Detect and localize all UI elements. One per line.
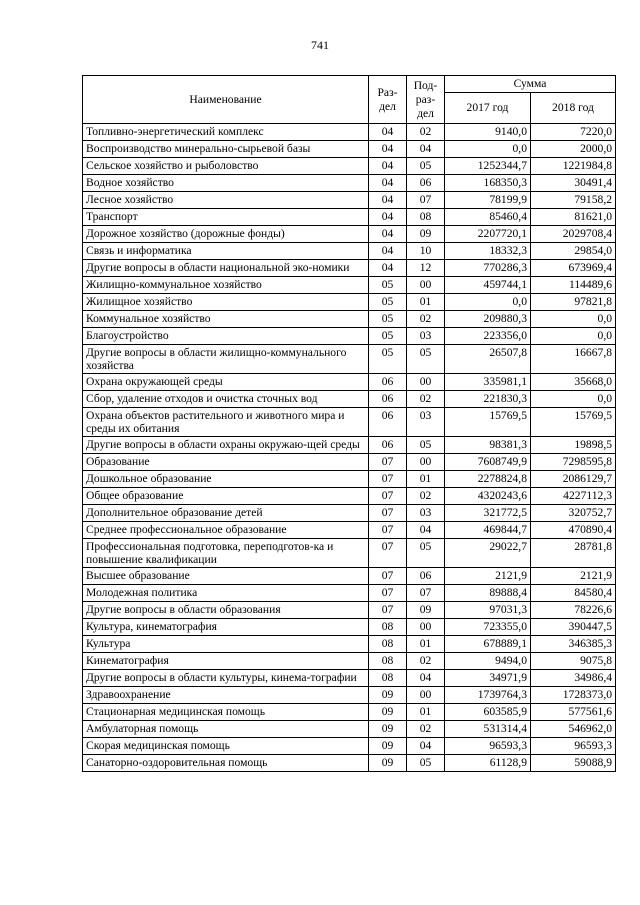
- row-name: Топливно-энергетический комплекс: [83, 124, 369, 141]
- row-section: 07: [369, 585, 407, 602]
- row-section: 06: [369, 437, 407, 454]
- row-subsection: 02: [407, 488, 445, 505]
- table-row: [83, 124, 616, 141]
- row-value-2018: 79158,2: [531, 192, 616, 209]
- row-name: Высшее образование: [83, 568, 369, 585]
- row-subsection: 01: [407, 294, 445, 311]
- table-row: [83, 175, 616, 192]
- row-value-2018: 9075,8: [531, 653, 616, 670]
- row-value-2017: 2121,9: [445, 568, 531, 585]
- row-value-2017: 770286,3: [445, 260, 531, 277]
- budget-table: [82, 75, 616, 772]
- row-value-2018: 2121,9: [531, 568, 616, 585]
- table-row: [83, 636, 616, 653]
- row-value-2018: 4227112,3: [531, 488, 616, 505]
- header-year-2017: 2017 год: [445, 93, 531, 124]
- row-subsection: 05: [407, 755, 445, 772]
- header-section: Раз- дел: [369, 76, 407, 124]
- table-row: [83, 294, 616, 311]
- row-subsection: 03: [407, 505, 445, 522]
- row-subsection: 02: [407, 721, 445, 738]
- row-name: Профессиональная подготовка, переподготов-ка и повышение квалификации: [83, 539, 369, 568]
- row-value-2018: 29854,0: [531, 243, 616, 260]
- row-section: 08: [369, 636, 407, 653]
- row-subsection: 03: [407, 408, 445, 437]
- row-section: 07: [369, 539, 407, 568]
- table-row: [83, 653, 616, 670]
- table-row: [83, 488, 616, 505]
- row-value-2017: 9140,0: [445, 124, 531, 141]
- row-name: Стационарная медицинская помощь: [83, 704, 369, 721]
- row-value-2018: 0,0: [531, 328, 616, 345]
- table-row: [83, 568, 616, 585]
- row-value-2017: 223356,0: [445, 328, 531, 345]
- row-subsection: 02: [407, 124, 445, 141]
- row-name: Жилищное хозяйство: [83, 294, 369, 311]
- row-name: Воспроизводство минерально-сырьевой базы: [83, 141, 369, 158]
- row-name: Кинематография: [83, 653, 369, 670]
- row-section: 05: [369, 345, 407, 374]
- table-row: [83, 505, 616, 522]
- row-section: 06: [369, 408, 407, 437]
- row-section: 05: [369, 311, 407, 328]
- row-value-2017: 321772,5: [445, 505, 531, 522]
- row-name: Другие вопросы в области национальной эко-номики: [83, 260, 369, 277]
- row-section: 04: [369, 141, 407, 158]
- row-value-2017: 723355,0: [445, 619, 531, 636]
- row-subsection: 08: [407, 209, 445, 226]
- row-value-2018: 7298595,8: [531, 454, 616, 471]
- table-row: [83, 738, 616, 755]
- row-subsection: 12: [407, 260, 445, 277]
- row-value-2017: 96593,3: [445, 738, 531, 755]
- row-name: Здравоохранение: [83, 687, 369, 704]
- row-subsection: 00: [407, 277, 445, 294]
- row-value-2018: 546962,0: [531, 721, 616, 738]
- row-section: 09: [369, 721, 407, 738]
- row-subsection: 03: [407, 328, 445, 345]
- row-section: 07: [369, 454, 407, 471]
- row-name: Водное хозяйство: [83, 175, 369, 192]
- row-value-2017: 34971,9: [445, 670, 531, 687]
- row-name: Охрана объектов растительного и животного мира и среды их обитания: [83, 408, 369, 437]
- table-row: [83, 277, 616, 294]
- row-value-2018: 390447,5: [531, 619, 616, 636]
- table-row: [83, 585, 616, 602]
- row-name: Образование: [83, 454, 369, 471]
- row-section: 04: [369, 124, 407, 141]
- table-row: [83, 522, 616, 539]
- row-name: Другие вопросы в области жилищно-коммунального хозяйства: [83, 345, 369, 374]
- row-subsection: 01: [407, 704, 445, 721]
- row-name: Другие вопросы в области охраны окружаю-щей среды: [83, 437, 369, 454]
- row-subsection: 00: [407, 374, 445, 391]
- row-subsection: 02: [407, 653, 445, 670]
- row-subsection: 07: [407, 192, 445, 209]
- row-value-2018: 30491,4: [531, 175, 616, 192]
- row-value-2018: 34986,4: [531, 670, 616, 687]
- row-name: Скорая медицинская помощь: [83, 738, 369, 755]
- row-section: 09: [369, 738, 407, 755]
- row-value-2018: 19898,5: [531, 437, 616, 454]
- row-subsection: 05: [407, 345, 445, 374]
- table-row: [83, 345, 616, 374]
- row-name: Охрана окружающей среды: [83, 374, 369, 391]
- row-value-2017: 98381,3: [445, 437, 531, 454]
- row-subsection: 06: [407, 568, 445, 585]
- header-subsection: Под- раз- дел: [407, 76, 445, 124]
- row-section: 07: [369, 488, 407, 505]
- row-value-2018: 81621,0: [531, 209, 616, 226]
- row-name: Амбулаторная помощь: [83, 721, 369, 738]
- row-value-2018: 0,0: [531, 311, 616, 328]
- row-value-2017: 85460,4: [445, 209, 531, 226]
- row-value-2017: 78199,9: [445, 192, 531, 209]
- table-row: [83, 192, 616, 209]
- row-value-2017: 0,0: [445, 294, 531, 311]
- table-row: [83, 141, 616, 158]
- row-subsection: 04: [407, 670, 445, 687]
- page-number: 741: [311, 38, 329, 52]
- row-value-2017: 15769,5: [445, 408, 531, 437]
- table-row: [83, 704, 616, 721]
- row-name: Сбор, удаление отходов и очистка сточных вод: [83, 391, 369, 408]
- row-section: 08: [369, 653, 407, 670]
- table-row: [83, 687, 616, 704]
- table-row: [83, 619, 616, 636]
- table-row: [83, 243, 616, 260]
- row-name: Сельское хозяйство и рыболовство: [83, 158, 369, 175]
- row-value-2018: 1221984,8: [531, 158, 616, 175]
- row-value-2018: 97821,8: [531, 294, 616, 311]
- row-section: 05: [369, 328, 407, 345]
- row-value-2018: 346385,3: [531, 636, 616, 653]
- row-subsection: 02: [407, 391, 445, 408]
- row-value-2017: 459744,1: [445, 277, 531, 294]
- row-value-2018: 577561,6: [531, 704, 616, 721]
- row-value-2017: 26507,8: [445, 345, 531, 374]
- table-row: [83, 374, 616, 391]
- row-value-2018: 59088,9: [531, 755, 616, 772]
- row-section: 07: [369, 602, 407, 619]
- header-sum: Сумма: [445, 76, 616, 93]
- row-subsection: 10: [407, 243, 445, 260]
- row-section: 04: [369, 226, 407, 243]
- row-section: 09: [369, 755, 407, 772]
- header-name: Наименование: [83, 76, 369, 124]
- row-name: Другие вопросы в области образования: [83, 602, 369, 619]
- row-section: 09: [369, 704, 407, 721]
- row-value-2017: 1252344,7: [445, 158, 531, 175]
- row-value-2018: 673969,4: [531, 260, 616, 277]
- row-name: Дополнительное образование детей: [83, 505, 369, 522]
- row-subsection: 04: [407, 738, 445, 755]
- row-value-2017: 209880,3: [445, 311, 531, 328]
- row-section: 04: [369, 209, 407, 226]
- table-row: [83, 471, 616, 488]
- row-value-2017: 603585,9: [445, 704, 531, 721]
- row-subsection: 01: [407, 471, 445, 488]
- row-subsection: 09: [407, 226, 445, 243]
- row-subsection: 09: [407, 602, 445, 619]
- table-row: [83, 721, 616, 738]
- row-section: 08: [369, 670, 407, 687]
- row-subsection: 00: [407, 687, 445, 704]
- table-row: [83, 226, 616, 243]
- row-value-2018: 7220,0: [531, 124, 616, 141]
- row-value-2017: 0,0: [445, 141, 531, 158]
- row-value-2018: 0,0: [531, 391, 616, 408]
- row-section: 04: [369, 260, 407, 277]
- row-name: Среднее профессиональное образование: [83, 522, 369, 539]
- row-value-2017: 678889,1: [445, 636, 531, 653]
- row-value-2018: 28781,8: [531, 539, 616, 568]
- table-row: [83, 209, 616, 226]
- table-row: [83, 328, 616, 345]
- row-section: 05: [369, 277, 407, 294]
- row-value-2018: 320752,7: [531, 505, 616, 522]
- row-section: 08: [369, 619, 407, 636]
- row-value-2017: 18332,3: [445, 243, 531, 260]
- row-subsection: 00: [407, 619, 445, 636]
- row-value-2017: 2278824,8: [445, 471, 531, 488]
- row-subsection: 05: [407, 437, 445, 454]
- row-name: Другие вопросы в области культуры, кинема-тографии: [83, 670, 369, 687]
- row-value-2018: 2086129,7: [531, 471, 616, 488]
- table-row: [83, 158, 616, 175]
- row-name: Благоустройство: [83, 328, 369, 345]
- row-subsection: 05: [407, 539, 445, 568]
- row-section: 09: [369, 687, 407, 704]
- row-value-2018: 35668,0: [531, 374, 616, 391]
- row-value-2017: 61128,9: [445, 755, 531, 772]
- row-name: Культура: [83, 636, 369, 653]
- row-section: 07: [369, 568, 407, 585]
- row-name: Дошкольное образование: [83, 471, 369, 488]
- row-value-2017: 97031,3: [445, 602, 531, 619]
- row-value-2018: 2029708,4: [531, 226, 616, 243]
- row-value-2018: 16667,8: [531, 345, 616, 374]
- row-section: 04: [369, 158, 407, 175]
- row-subsection: 02: [407, 311, 445, 328]
- table-row: [83, 260, 616, 277]
- table-row: [83, 755, 616, 772]
- row-section: 07: [369, 471, 407, 488]
- row-value-2018: 114489,6: [531, 277, 616, 294]
- row-value-2017: 531314,4: [445, 721, 531, 738]
- row-value-2018: 1728373,0: [531, 687, 616, 704]
- row-value-2017: 29022,7: [445, 539, 531, 568]
- row-subsection: 06: [407, 175, 445, 192]
- row-subsection: 04: [407, 522, 445, 539]
- table-row: [83, 454, 616, 471]
- row-section: 06: [369, 374, 407, 391]
- table-row: [83, 539, 616, 568]
- row-value-2017: 7608749,9: [445, 454, 531, 471]
- row-name: Связь и информатика: [83, 243, 369, 260]
- row-value-2017: 89888,4: [445, 585, 531, 602]
- row-value-2018: 84580,4: [531, 585, 616, 602]
- row-name: Общее образование: [83, 488, 369, 505]
- row-value-2018: 15769,5: [531, 408, 616, 437]
- row-value-2017: 221830,3: [445, 391, 531, 408]
- row-name: Жилищно-коммунальное хозяйство: [83, 277, 369, 294]
- row-value-2017: 4320243,6: [445, 488, 531, 505]
- row-value-2017: 335981,1: [445, 374, 531, 391]
- row-section: 07: [369, 522, 407, 539]
- row-name: Молодежная политика: [83, 585, 369, 602]
- row-section: 04: [369, 175, 407, 192]
- row-value-2017: 469844,7: [445, 522, 531, 539]
- row-section: 04: [369, 192, 407, 209]
- row-subsection: 07: [407, 585, 445, 602]
- row-name: Коммунальное хозяйство: [83, 311, 369, 328]
- row-value-2017: 2207720,1: [445, 226, 531, 243]
- row-value-2018: 78226,6: [531, 602, 616, 619]
- row-section: 07: [369, 505, 407, 522]
- table-row: [83, 602, 616, 619]
- table-row: [83, 670, 616, 687]
- row-name: Культура, кинематография: [83, 619, 369, 636]
- header-year-2018: 2018 год: [531, 93, 616, 124]
- row-name: Транспорт: [83, 209, 369, 226]
- row-value-2017: 1739764,3: [445, 687, 531, 704]
- row-section: 04: [369, 243, 407, 260]
- row-value-2018: 96593,3: [531, 738, 616, 755]
- row-value-2017: 9494,0: [445, 653, 531, 670]
- table-row: [83, 391, 616, 408]
- row-subsection: 00: [407, 454, 445, 471]
- row-subsection: 04: [407, 141, 445, 158]
- row-value-2018: 2000,0: [531, 141, 616, 158]
- table-row: [83, 408, 616, 437]
- row-value-2017: 168350,3: [445, 175, 531, 192]
- row-section: 05: [369, 294, 407, 311]
- row-name: Санаторно-оздоровительная помощь: [83, 755, 369, 772]
- table-row: [83, 437, 616, 454]
- row-subsection: 01: [407, 636, 445, 653]
- row-section: 06: [369, 391, 407, 408]
- table-row: [83, 311, 616, 328]
- row-name: Дорожное хозяйство (дорожные фонды): [83, 226, 369, 243]
- row-name: Лесное хозяйство: [83, 192, 369, 209]
- row-subsection: 05: [407, 158, 445, 175]
- row-value-2018: 470890,4: [531, 522, 616, 539]
